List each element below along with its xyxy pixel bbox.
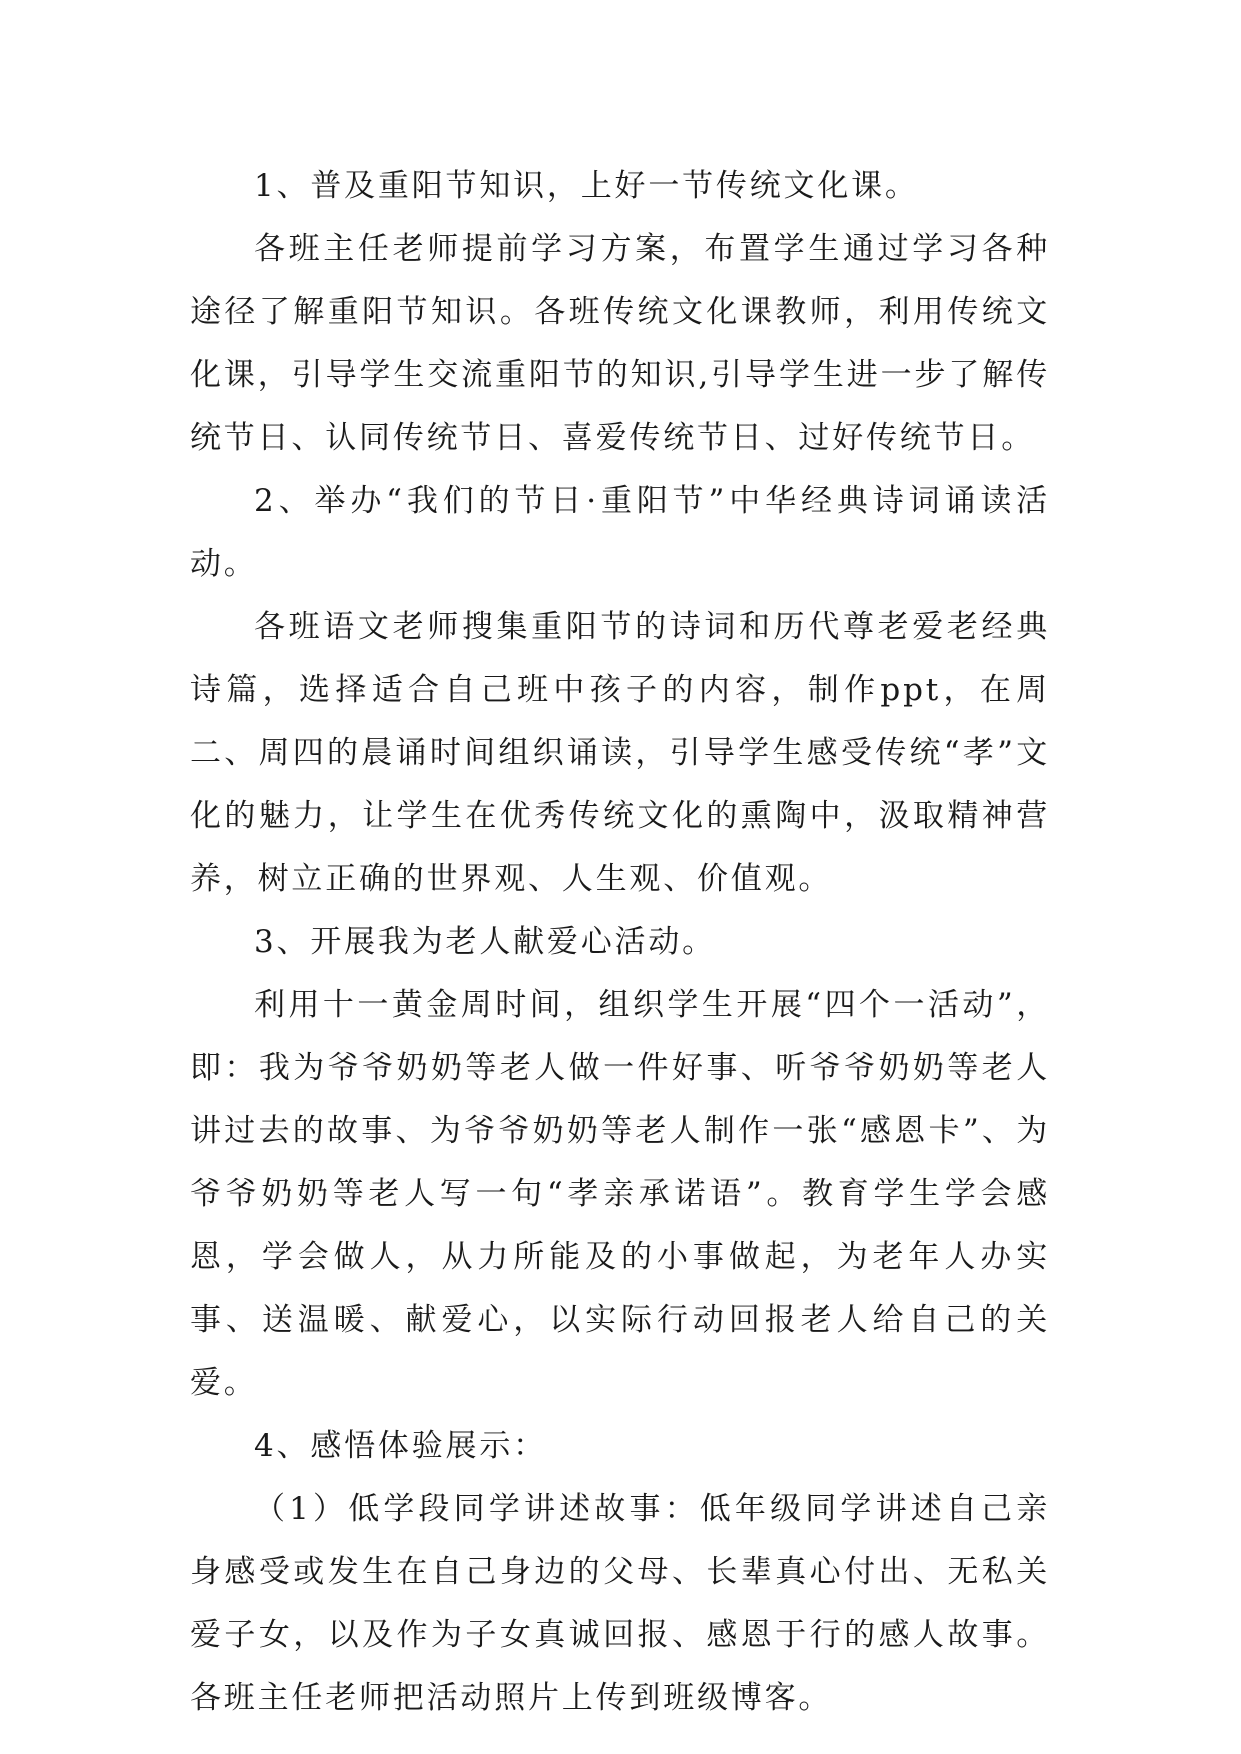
paragraph-item-2: 2、举办“我们的节日·重阳节”中华经典诗词诵读活动。 bbox=[190, 483, 1050, 582]
paragraph-body-2: 各班语文老师搜集重阳节的诗词和历代尊老爱老经典诗篇，选择适合自己班中孩子的内容，制作ppt，在周二、周四的晨诵时间组织诵读，引导学生感受传统“孝”文化的魅力，让学生在优秀传统文化的熏陶中，汲取精神营养，树立正确的世界观、人生观、价值观。 bbox=[190, 609, 1050, 897]
paragraph-item-3: 3、开展我为老人献爱心活动。 bbox=[254, 924, 716, 960]
paragraph-body-4: （1）低学段同学讲述故事：低年级同学讲述自己亲身感受或发生在自己身边的父母、长辈真心付出、无私关爱子女，以及作为子女真诚回报、感恩于行的感人故事。各班主任老师把活动照片上传到班级博客。 bbox=[190, 1491, 1050, 1716]
paragraph-body-3: 利用十一黄金周时间，组织学生开展“四个一活动”，即：我为爷爷奶奶等老人做一件好事、听爷爷奶奶等老人讲过去的故事、为爷爷奶奶等老人制作一张“感恩卡”、为爷爷奶奶等老人写一句“孝亲承诺语”。教育学生学会感恩，学会做人，从力所能及的小事做起，为老年人办实事、送温暖、献爱心，以实际行动回报老人给自己的关爱。 bbox=[190, 987, 1050, 1401]
document-body bbox=[190, 155, 1050, 1730]
paragraph-body-1: 各班主任老师提前学习方案，布置学生通过学习各种途径了解重阳节知识。各班传统文化课教师，利用传统文化课，引导学生交流重阳节的知识,引导学生进一步了解传统节日、认同传统节日、喜爱传统节日、过好传统节日。 bbox=[190, 231, 1050, 456]
paragraph-item-4: 4、感悟体验展示： bbox=[254, 1428, 547, 1464]
paragraph-item-1: 1、普及重阳节知识，上好一节传统文化课。 bbox=[254, 168, 919, 204]
